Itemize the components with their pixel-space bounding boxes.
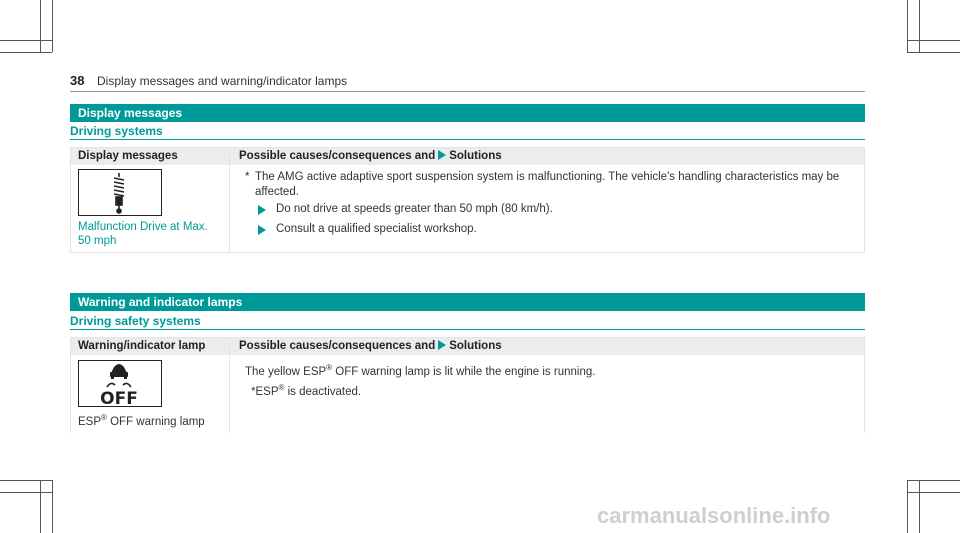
- suspension-spring-icon: [78, 169, 162, 216]
- crop-mark: [919, 0, 920, 52]
- lamp-name-esp-off: [78, 410, 205, 430]
- cause-text-line1: The AMG active adaptive sport suspension system is malfunctioning. The vehicle's handling characteristics may be: [255, 171, 840, 183]
- col-header-solutions-text: Solutions: [449, 150, 502, 162]
- display-messages-table: [70, 147, 865, 253]
- subsection-divider: [70, 139, 865, 140]
- suspension-spring-icon-graphic: [79, 170, 160, 214]
- crop-mark: [40, 480, 41, 533]
- solution-arrow-icon: [438, 150, 446, 160]
- crop-mark: [919, 480, 920, 533]
- message-malfunction-line2: 50 mph: [78, 235, 117, 247]
- crop-mark: [0, 480, 52, 481]
- esp-off-icon-graphic: [79, 361, 160, 405]
- page-number: 38: [70, 73, 85, 88]
- note-suffix: is deactivated.: [284, 385, 362, 398]
- subsection-divider: [70, 329, 865, 330]
- col-header-causes: [239, 340, 502, 352]
- note-esp-deactivated: [251, 380, 361, 400]
- col-header-causes-text: Possible causes/consequences and: [239, 340, 436, 352]
- header-divider: [70, 91, 865, 92]
- crop-mark: [907, 0, 908, 52]
- warning-lamps-table: [70, 337, 865, 433]
- col-header-warning-lamp: Warning/indicator lamp: [78, 340, 206, 352]
- col-header-causes: [239, 150, 502, 162]
- esp-off-icon-text: OFF: [100, 389, 138, 405]
- lamp-name-prefix: ESP: [78, 415, 102, 428]
- col-header-solutions-text: Solutions: [449, 340, 502, 352]
- crop-mark: [907, 52, 960, 53]
- crop-mark: [52, 480, 53, 533]
- solution-step-1: Do not drive at speeds greater than 50 mph (80 km/h).: [276, 203, 553, 215]
- cause-text-line2: affected.: [255, 186, 299, 198]
- page-header-title: Display messages and warning/indicator lamps: [97, 74, 348, 88]
- column-divider: [229, 148, 230, 252]
- subsection-title-driving-safety: Driving safety systems: [70, 314, 201, 328]
- crop-mark: [907, 480, 960, 481]
- table-header-row: [71, 148, 864, 165]
- footnote-star: *: [251, 385, 256, 398]
- cause-esp-off: [245, 360, 595, 380]
- col-header-causes-text: Possible causes/consequences and: [239, 150, 436, 162]
- esp-off-icon: [78, 360, 162, 407]
- solution-arrow-icon: [258, 205, 266, 215]
- cause-suffix: OFF warning lamp is lit while the engine is running.: [332, 365, 596, 378]
- column-divider: [229, 338, 230, 433]
- solution-arrow-icon: [258, 225, 266, 235]
- crop-mark: [0, 40, 52, 41]
- col-header-display-messages: Display messages: [78, 150, 178, 162]
- crop-mark: [0, 52, 52, 53]
- crop-mark: [40, 0, 41, 52]
- watermark: carmanualsonline.info: [597, 503, 831, 528]
- registered-mark: ®: [278, 383, 285, 392]
- crop-mark: [907, 480, 908, 533]
- solution-step-2: Consult a qualified specialist workshop.: [276, 223, 477, 235]
- table-header-row: [71, 338, 864, 355]
- footnote-star: *: [245, 171, 250, 183]
- registered-mark: ®: [326, 363, 333, 372]
- crop-mark: [52, 0, 53, 52]
- section-band-display-messages: Display messages: [70, 104, 865, 122]
- registered-mark: ®: [101, 413, 107, 422]
- subsection-title-driving-systems: Driving systems: [70, 124, 163, 138]
- message-malfunction-line1: Malfunction Drive at Max.: [78, 221, 208, 233]
- crop-mark: [0, 492, 52, 493]
- cause-prefix: The yellow ESP: [245, 365, 327, 378]
- section-band-warning-lamps: Warning and indicator lamps: [70, 293, 865, 311]
- note-prefix: ESP: [255, 385, 279, 398]
- lamp-name-suffix: OFF warning lamp: [106, 415, 205, 428]
- crop-mark: [907, 40, 960, 41]
- solution-arrow-icon: [438, 340, 446, 350]
- crop-mark: [907, 492, 960, 493]
